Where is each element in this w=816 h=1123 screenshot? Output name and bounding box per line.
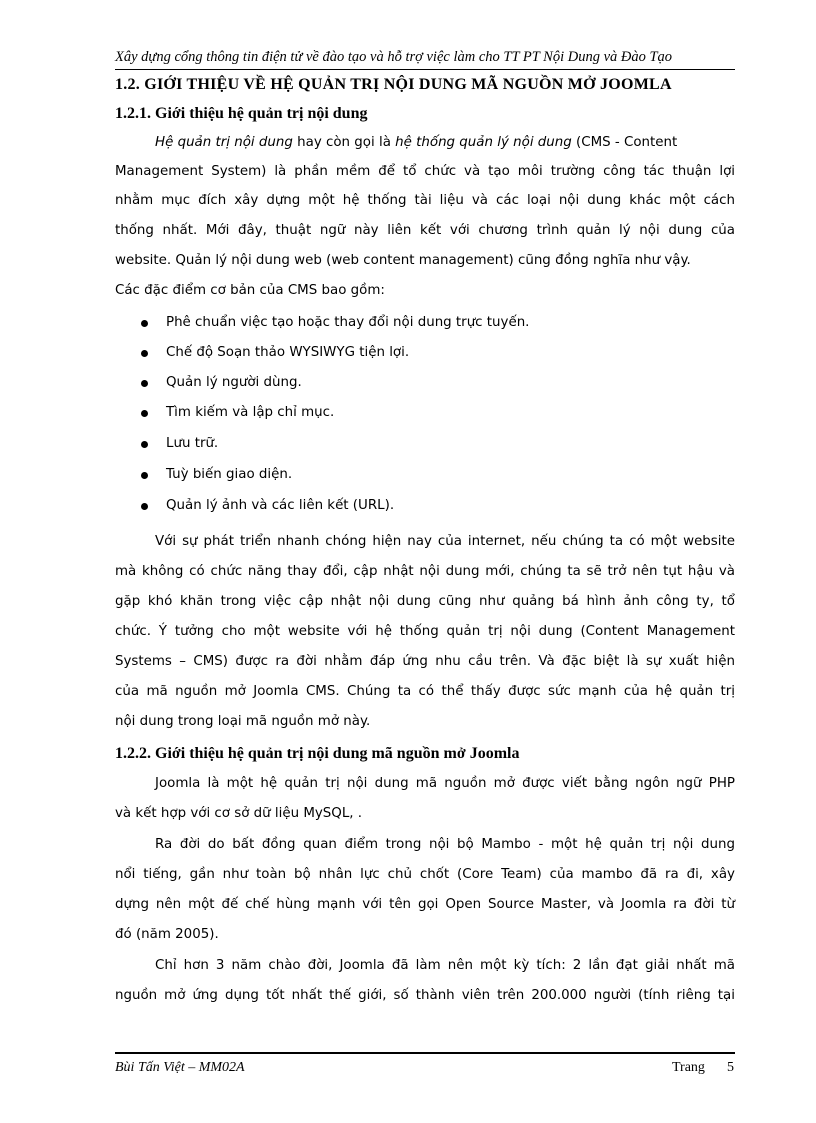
page-label: Trang — [672, 1060, 705, 1075]
paragraph-line: Joomla là một hệ quản trị nội dung mã nguồn mở được viết bằng ngôn ngữ PHP — [155, 776, 735, 791]
feature-item: Quản lý người dùng. — [166, 375, 302, 390]
subsection-heading-1-2-2: 1.2.2. Giới thiệu hệ quản trị nội dung mã nguồn mở Joomla — [115, 745, 520, 762]
page-number: 5 — [726, 1060, 734, 1075]
feature-item: Tìm kiếm và lập chỉ mục. — [166, 405, 335, 420]
term-cms: Hệ quản trị nội dung — [155, 135, 293, 150]
paragraph-line: gặp khó khăn trong việc cập nhật nội dung cũng như quảng bá hình ảnh công ty, tổ — [115, 594, 735, 609]
paragraph-line: chức. Ý tưởng cho một website với hệ thống quản trị nội dung (Content Management — [115, 624, 735, 639]
text-fragment: (CMS - Content — [571, 135, 678, 150]
bullet-dot — [141, 410, 148, 417]
paragraph-line — [155, 134, 735, 152]
paragraph-line: mà không có chức năng thay đổi, cập nhật nội dung mới, chúng ta sẽ trở nên tụt hậu và — [115, 564, 735, 579]
subsection-heading-1-2-1: 1.2.1. Giới thiệu hệ quản trị nội dung — [115, 105, 368, 122]
feature-item: Chế độ Soạn thảo WYSIWYG tiện lợi. — [166, 345, 410, 360]
paragraph-line: Systems – CMS) được ra đời nhằm đáp ứng nhu cầu trên. Và đặc biệt là sự xuất hiện — [115, 654, 735, 669]
paragraph-line: và kết hợp với cơ sở dữ liệu MySQL, . — [115, 806, 363, 821]
feature-item: Lưu trữ. — [166, 436, 219, 451]
paragraph-line: nguồn mở ứng dụng tốt nhất thế giới, số thành viên trên 200.000 người (tính riêng tại — [115, 988, 735, 1003]
feature-item: Phê chuẩn việc tạo hoặc thay đổi nội dung trực tuyến. — [166, 315, 530, 330]
bullet-dot — [141, 441, 148, 448]
bullet-dot — [141, 320, 148, 327]
page-number-label — [672, 1060, 734, 1076]
paragraph-line: dựng nên một đế chế hùng mạnh với tên gọi Open Source Master, và Joomla ra đời từ — [115, 897, 735, 912]
bullet-dot — [141, 472, 148, 479]
paragraph-line: của mã nguồn mở Joomla CMS. Chúng ta có thể thấy được sức mạnh của hệ quản trị — [115, 684, 735, 699]
running-header: Xây dựng cổng thông tin điện tử về đào tạo và hỗ trợ việc làm cho TT PT Nội Dung và Đào Tạo — [115, 49, 673, 65]
paragraph-line: nhằm mục đích xây dựng một hệ thống tài liệu và các loại nội dung khác một cách — [115, 193, 735, 208]
paragraph-line: nổi tiếng, gần như toàn bộ nhân lực chủ chốt (Core Team) của mambo đã ra đi, xây — [115, 867, 735, 882]
paragraph-line: thống nhất. Mới đây, thuật ngữ này liên kết với chương trình quản lý nội dung của — [115, 223, 735, 238]
footer-author: Bùi Tấn Việt – MM02A — [115, 1060, 245, 1075]
bullet-dot — [141, 350, 148, 357]
paragraph-line: Với sự phát triển nhanh chóng hiện nay của internet, nếu chúng ta có một website — [155, 534, 735, 549]
paragraph-line: Ra đời do bất đồng quan điểm trong nội bộ Mambo - một hệ quản trị nội dung — [155, 837, 735, 852]
paragraph-line: nội dung trong loại mã nguồn mở này. — [115, 714, 371, 729]
section-heading: 1.2. GIỚI THIỆU VỀ HỆ QUẢN TRỊ NỘI DUNG MÃ NGUỒN MỞ JOOMLA — [115, 76, 672, 93]
header-rule — [115, 69, 735, 70]
paragraph-line: đó (năm 2005). — [115, 927, 219, 942]
paragraph-line: website. Quản lý nội dung web (web content management) cũng đồng nghĩa như vậy. — [115, 253, 691, 268]
bullet-dot — [141, 380, 148, 387]
bullet-dot — [141, 503, 148, 510]
term-content-system: hệ thống quản lý nội dung — [395, 135, 572, 150]
paragraph-line: Chỉ hơn 3 năm chào đời, Joomla đã làm nên một kỳ tích: 2 lần đạt giải nhất mã — [155, 958, 735, 973]
features-intro: Các đặc điểm cơ bản của CMS bao gồm: — [115, 283, 385, 298]
text-fragment: hay còn gọi là — [292, 135, 396, 150]
footer-rule — [115, 1052, 735, 1054]
feature-item: Tuỳ biến giao diện. — [166, 467, 293, 482]
paragraph-line: Management System) là phần mềm để tổ chức và tạo môi trường công tác thuận lợi — [115, 164, 735, 179]
feature-item: Quản lý ảnh và các liên kết (URL). — [166, 498, 395, 513]
